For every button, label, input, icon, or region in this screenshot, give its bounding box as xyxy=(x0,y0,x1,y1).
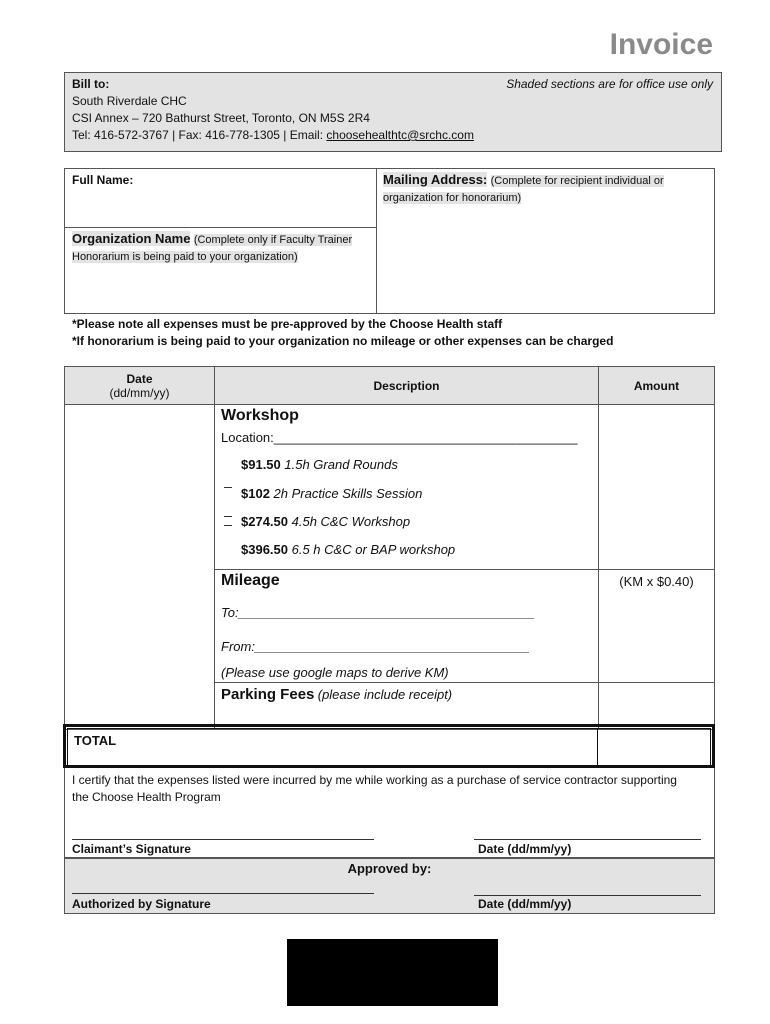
mileage-from-field[interactable]: From:______________________________________ xyxy=(221,639,530,654)
claimant-date-field[interactable]: Date (dd/mm/yy) xyxy=(478,842,572,856)
organization-name-note: (Complete only if Faculty Trainer Honorarium is being paid to your organization) xyxy=(72,234,353,263)
expense-notes xyxy=(72,316,613,350)
workshop-title: Workshop xyxy=(221,407,299,424)
certification-text: I certify that the expenses listed were incurred by me while working as a purchase of service contractor supporting the Choose Health Program xyxy=(72,773,677,804)
total-amount-cell[interactable] xyxy=(597,728,711,766)
bill-to-contact xyxy=(72,127,714,144)
checkbox-mark xyxy=(224,487,232,488)
mileage-title: Mileage xyxy=(221,572,280,589)
total-row xyxy=(63,724,715,768)
full-name-label: Full Name: xyxy=(72,173,134,187)
amount-header: Amount xyxy=(599,367,715,405)
workshop-location[interactable]: Location:__________________________________________ xyxy=(221,430,578,445)
mileage-rate[interactable]: (KM x $0.40) xyxy=(599,570,715,683)
bill-to-section xyxy=(64,72,722,152)
certification-section xyxy=(64,768,715,858)
approval-section xyxy=(64,858,715,914)
approved-by-label: Approved by: xyxy=(347,861,432,876)
expense-table xyxy=(64,366,715,730)
mileage-note: (Please use google maps to derive KM) xyxy=(221,665,449,680)
email-link[interactable]: choosehealthtc@srchc.com xyxy=(326,128,474,142)
bill-to-name: South Riverdale CHC xyxy=(72,94,187,108)
checkbox-mark xyxy=(224,516,232,517)
workshop-option-2[interactable]: $102 2h Practice Skills Session xyxy=(241,486,423,501)
parking-cell xyxy=(215,683,599,730)
claimant-signature-field[interactable]: Claimant’s Signature xyxy=(72,842,191,856)
full-name-field[interactable] xyxy=(72,173,133,187)
total-label: TOTAL xyxy=(74,733,117,748)
redacted-block xyxy=(287,939,498,1006)
invoice-title: Invoice xyxy=(609,28,713,61)
mailing-address-field[interactable] xyxy=(383,172,703,206)
workshop-option-3[interactable]: $274.50 4.5h C&C Workshop xyxy=(241,514,411,529)
office-use-note: Shaded sections are for office use only xyxy=(506,77,713,91)
authorized-signature-field[interactable]: Authorized by Signature xyxy=(72,897,211,911)
description-header: Description xyxy=(215,367,599,405)
date-header: Date (dd/mm/yy) xyxy=(65,367,215,405)
mailing-address-label: Mailing Address: xyxy=(383,172,488,187)
recipient-info-section xyxy=(64,168,715,314)
parking-title: Parking Fees xyxy=(221,686,315,703)
organization-name-field[interactable] xyxy=(72,231,368,265)
contact-numbers: Tel: 416-572-3767 | Fax: 416-778-1305 | Email: xyxy=(72,128,327,142)
workshop-amount-cell[interactable] xyxy=(599,405,715,570)
checkbox-mark xyxy=(224,525,232,526)
mailing-address-note: (Complete for recipient individual or organization for honorarium) xyxy=(383,175,664,204)
workshop-option-4[interactable]: $396.50 6.5 h C&C or BAP workshop xyxy=(241,542,456,557)
date-cell[interactable] xyxy=(65,405,215,730)
total-label-cell xyxy=(67,728,598,766)
bill-to-address: CSI Annex – 720 Bathurst Street, Toronto, ON M5S 2R4 xyxy=(72,111,370,125)
mileage-to-field[interactable]: To:_________________________________________ xyxy=(221,605,536,620)
mileage-cell xyxy=(215,570,599,683)
parking-note: (please include receipt) xyxy=(317,687,453,702)
honorarium-note: *If honorarium is being paid to your organization no mileage or other expenses can be charged xyxy=(72,334,614,348)
parking-amount-cell[interactable] xyxy=(599,683,715,730)
preapproval-note: *Please note all expenses must be pre-approved by the Choose Health staff xyxy=(72,317,503,331)
approval-date-field[interactable]: Date (dd/mm/yy) xyxy=(478,897,572,911)
organization-name-label: Organization Name xyxy=(72,231,191,246)
workshop-option-1[interactable]: $91.50 1.5h Grand Rounds xyxy=(241,457,398,472)
workshop-cell xyxy=(215,405,599,570)
bill-to-label: Bill to: xyxy=(72,77,110,91)
